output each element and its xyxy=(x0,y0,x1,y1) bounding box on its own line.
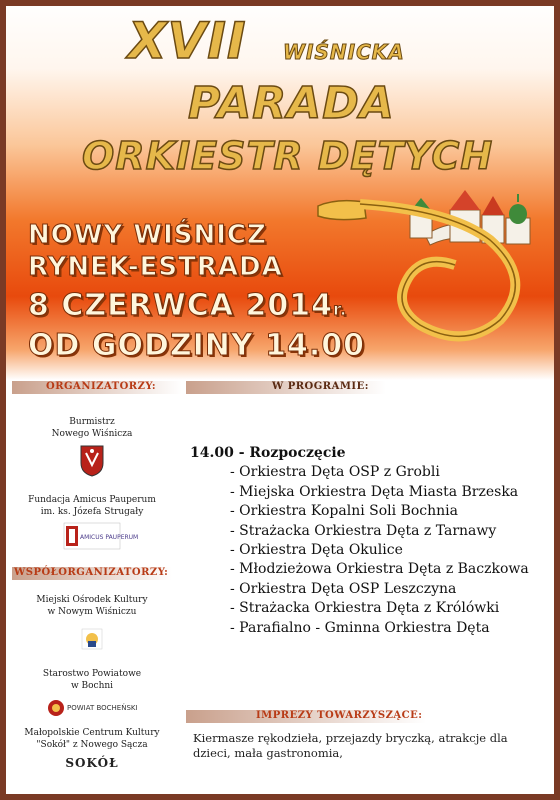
org-place: w Bochni xyxy=(70,681,114,691)
program-item: - Orkiestra Dęta OSP Leszczyna xyxy=(230,580,457,597)
coorganizers-heading: WSPÓŁORGANIZATORZY: xyxy=(14,567,169,578)
org-name: Miejski Ośrodek Kultury xyxy=(36,595,148,605)
organizers-heading: ORGANIZATORZY: xyxy=(46,381,157,392)
program-item: - Strażacka Orkiestra Dęta z Tarnawy xyxy=(230,522,497,539)
event-date-value: 8 CZERWCA 2014 xyxy=(28,288,333,323)
event-time: OD GODZINY 14.00 xyxy=(28,328,365,363)
title-parada: PARADA xyxy=(188,78,395,129)
powiat-logo-text: POWIAT BOCHEŃSKI xyxy=(67,704,138,712)
amicus-pauperum-logo xyxy=(64,523,139,549)
program-item: - Orkiestra Dęta OSP z Grobli xyxy=(230,464,440,481)
program-item: - Miejska Orkiestra Dęta Miasta Brzeska xyxy=(230,483,519,500)
event-date xyxy=(28,288,347,323)
sokol-logo: SOKÓŁ xyxy=(65,756,119,770)
org-name: Burmistrz xyxy=(69,417,115,427)
program-item: - Młodzieżowa Orkiestra Dęta z Baczkowa xyxy=(230,561,529,578)
event-place: NOWY WIŚNICZ xyxy=(28,220,267,250)
organizer-burmistrz xyxy=(12,416,172,481)
coorganizer-sokol xyxy=(12,727,172,769)
org-name: Starostwo Powiatowe xyxy=(42,669,142,679)
amicus-logo-text: AMICUS PAUPERUM xyxy=(80,534,139,541)
program-item: - Orkiestra Kopalni Soli Bochnia xyxy=(230,503,458,520)
program-item: - Orkiestra Dęta Okulice xyxy=(230,541,403,558)
org-name: Fundacja Amicus Pauperum xyxy=(28,495,156,505)
events-text: Kiermasze rękodzieła, przejazdy bryczką, atrakcje dla dzieci, mała gastronomia, xyxy=(193,731,508,760)
org-place: w Nowym Wiśniczu xyxy=(47,607,137,617)
organizer-fundacja xyxy=(12,494,172,553)
title-subtitle: WIŚNICKA xyxy=(283,40,405,64)
program-item: - Parafialno - Gminna Orkiestra Dęta xyxy=(230,619,490,636)
title-orkiestr: ORKIESTR DĘTYCH xyxy=(82,134,494,178)
events-heading: IMPREZY TOWARZYSZĄCE: xyxy=(256,710,423,721)
powiat-bochenski-logo xyxy=(47,697,137,719)
mok-logo xyxy=(64,623,120,653)
title-numeral: XVII xyxy=(128,12,247,70)
event-venue: RYNEK-ESTRADA xyxy=(28,252,283,282)
org-name: Małopolskie Centrum Kultury xyxy=(24,728,160,738)
coorganizer-starostwo xyxy=(12,668,172,723)
program-list xyxy=(190,445,529,639)
coorganizer-mok xyxy=(12,594,172,657)
org-place: im. ks. Józefa Strugały xyxy=(40,507,144,517)
program-heading: W PROGRAMIE: xyxy=(272,381,369,392)
program-item: - Strażacka Orkiestra Dęta z Królówki xyxy=(230,600,500,617)
org-place: "Sokół" z Nowego Sącza xyxy=(36,740,148,750)
event-date-suffix: r. xyxy=(332,300,348,320)
coat-of-arms-icon xyxy=(79,443,105,477)
org-place: Nowego Wiśnicza xyxy=(51,429,133,439)
program-start: 14.00 - Rozpoczęcie xyxy=(190,445,346,461)
